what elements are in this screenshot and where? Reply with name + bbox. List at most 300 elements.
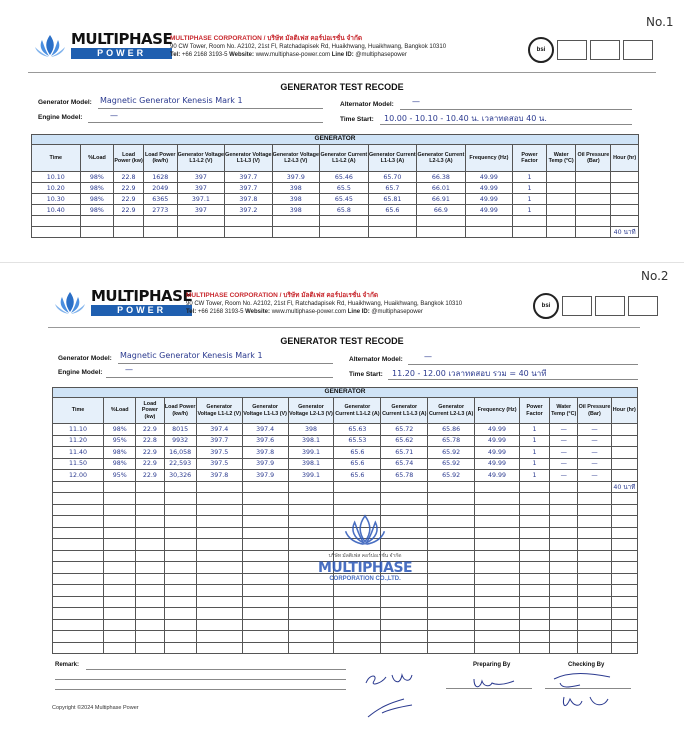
field-underline [118, 363, 333, 364]
table-cell [242, 516, 288, 528]
table-cell [611, 596, 637, 608]
table-cell [320, 216, 369, 227]
bsi-logo-icon: bsi [533, 293, 559, 319]
table-cell [381, 481, 428, 493]
column-header: Load Power (kw) [114, 145, 144, 172]
column-header: Load Power (kw/h) [164, 398, 196, 424]
table-cell: 397.8 [196, 470, 242, 482]
table-cell [334, 481, 381, 493]
table-cell [114, 227, 144, 238]
generator-model-label: Generator Model: [58, 355, 112, 362]
table-cell [242, 504, 288, 516]
table-cell [288, 642, 334, 654]
table-cell [53, 504, 104, 516]
table-cell: 65.45 [320, 194, 369, 205]
table-cell [428, 527, 475, 539]
table-cell: 11.50 [53, 458, 104, 470]
table-cell: 1 [519, 470, 549, 482]
table-cell [578, 504, 611, 516]
column-header: Generator Voltage L1-L2 (V) [196, 398, 242, 424]
table-cell [196, 573, 242, 585]
table-cell [578, 550, 611, 562]
table-cell: 397.5 [196, 458, 242, 470]
remark-line [55, 689, 346, 690]
table-cell [104, 481, 136, 493]
table-cell [381, 619, 428, 631]
company-logo [33, 32, 172, 59]
table-cell [80, 216, 114, 227]
table-cell [519, 562, 549, 574]
table-cell [196, 619, 242, 631]
table-cell [334, 642, 381, 654]
iso-cert-badge-icon [590, 40, 620, 60]
table-cell [104, 516, 136, 528]
table-cell: 22.9 [136, 447, 164, 459]
company-contact: Tel: +66 2168 3193-5 Website: www.multiphase-power.com Line ID: @multiphasepower [170, 52, 407, 58]
table-cell: 397.9 [242, 470, 288, 482]
table-cell: 397.2 [225, 205, 272, 216]
table-cell [334, 493, 381, 505]
table-cell [381, 608, 428, 620]
table-cell: — [550, 424, 578, 436]
table-cell: 66.38 [417, 172, 466, 183]
table-cell [519, 550, 549, 562]
table-body [32, 172, 639, 238]
table-cell [114, 216, 144, 227]
table-cell [242, 608, 288, 620]
table-cell [53, 573, 104, 585]
column-header: Generator Current L2-L3 (A) [417, 145, 466, 172]
table-cell [519, 631, 549, 643]
engine-model-value: — [125, 365, 133, 374]
table-cell [475, 539, 520, 551]
table-cell [164, 527, 196, 539]
table-cell [136, 596, 164, 608]
table-cell [550, 481, 578, 493]
table-cell [104, 619, 136, 631]
table-cell [196, 516, 242, 528]
table-cell [519, 516, 549, 528]
table-cell: 22.9 [136, 458, 164, 470]
table-cell: 10.30 [32, 194, 81, 205]
lotus-flame-icon [343, 513, 387, 547]
table-cell [53, 493, 104, 505]
time-start-label: Time Start: [340, 116, 374, 123]
iso-cert-badge-icon [623, 40, 653, 60]
table-cell [320, 227, 369, 238]
table-cell: 98% [104, 424, 136, 436]
table-cell: 66.91 [417, 194, 466, 205]
table-cell [242, 493, 288, 505]
table-cell [53, 527, 104, 539]
field-underline [88, 122, 323, 123]
table-cell [288, 619, 334, 631]
column-header: Time [53, 398, 104, 424]
table-cell: 397.9 [272, 172, 319, 183]
table-cell: 98% [80, 183, 114, 194]
table-cell [196, 608, 242, 620]
table-row [32, 172, 639, 183]
stamp-thai: บริษัท มัลติเฟส คอร์ปอเรชั่น จำกัด [328, 553, 402, 559]
table-cell: 397.5 [196, 447, 242, 459]
table-cell [136, 562, 164, 574]
table-cell: 16,058 [164, 447, 196, 459]
lotus-flame-icon [53, 290, 87, 316]
table-row [53, 424, 638, 436]
page-number: No.2 [641, 269, 669, 283]
table-row [53, 458, 638, 470]
table-row-empty [53, 642, 638, 654]
table-cell: 65.86 [428, 424, 475, 436]
table-cell [381, 493, 428, 505]
table-cell: 22.9 [114, 194, 144, 205]
company-name: MULTIPHASE CORPORATION / บริษัท มัลติเฟส คอร์ปอเรชั่น จำกัด [170, 35, 363, 42]
table-cell [611, 447, 637, 459]
handwritten-signature [550, 667, 620, 717]
iso-cert-badge-icon [628, 296, 658, 316]
table-row [32, 205, 639, 216]
field-underline [408, 364, 638, 365]
table-cell: 49.99 [475, 435, 520, 447]
table-cell [465, 216, 512, 227]
table-cell [242, 562, 288, 574]
table-cell [611, 539, 637, 551]
table-cell: 398.1 [288, 458, 334, 470]
table-cell [576, 227, 611, 238]
table-cell [428, 550, 475, 562]
table-cell: 10.10 [32, 172, 81, 183]
table-cell: — [578, 424, 611, 436]
table-cell: 65.6 [334, 458, 381, 470]
table-cell [334, 596, 381, 608]
table-cell: 399.1 [288, 470, 334, 482]
table-cell [546, 183, 576, 194]
table-cell [550, 550, 578, 562]
table-cell [368, 227, 417, 238]
table-cell [196, 527, 242, 539]
field-underline [106, 377, 333, 378]
checking-by-label: Checking By [568, 662, 605, 668]
company-name: MULTIPHASE CORPORATION / บริษัท มัลติเฟส คอร์ปอเรชั่น จำกัด [186, 292, 379, 299]
table-cell: 398 [272, 183, 319, 194]
table-cell [164, 516, 196, 528]
table-cell [104, 585, 136, 597]
table-cell [196, 642, 242, 654]
table-cell [428, 608, 475, 620]
brand-name: MULTIPHASE [91, 287, 193, 305]
table-cell [428, 642, 475, 654]
lotus-flame-icon [33, 33, 67, 59]
table-cell [550, 573, 578, 585]
table-cell [104, 642, 136, 654]
table-cell: 22.9 [136, 424, 164, 436]
table-cell [164, 493, 196, 505]
column-header: Generator Current L1-L2 (A) [320, 145, 369, 172]
table-cell: 12.00 [53, 470, 104, 482]
table-cell [546, 216, 576, 227]
table-cell: 10.40 [32, 205, 81, 216]
table-cell [288, 608, 334, 620]
alternator-model-label: Alternator Model: [340, 101, 394, 108]
table-row [53, 435, 638, 447]
table-cell: 49.99 [465, 183, 512, 194]
table-cell: 1628 [143, 172, 177, 183]
company-info [170, 35, 446, 59]
table-cell: 22.8 [136, 435, 164, 447]
table-cell [519, 493, 549, 505]
table-cell [578, 493, 611, 505]
table-cell: 397 [177, 172, 224, 183]
table-cell [196, 631, 242, 643]
page-number: No.1 [646, 15, 674, 29]
table-cell: 1 [519, 424, 549, 436]
column-header: Oil Pressure (Bar) [576, 145, 611, 172]
table-cell [164, 504, 196, 516]
table-cell [519, 504, 549, 516]
table-cell: 10.20 [32, 183, 81, 194]
table-cell [164, 573, 196, 585]
table-cell: 397.6 [242, 435, 288, 447]
table-cell [136, 539, 164, 551]
table-cell [550, 631, 578, 643]
table-cell: 65.62 [381, 435, 428, 447]
company-contact: Tel: +66 2168 3193-5 Website: www.multiphase-power.com Line ID: @multiphasepower [186, 309, 423, 315]
table-cell [578, 481, 611, 493]
table-cell: 397.8 [242, 447, 288, 459]
table-cell [550, 619, 578, 631]
remark-line [55, 679, 346, 680]
table-cell [428, 585, 475, 597]
table-cell: 65.92 [428, 447, 475, 459]
table-cell: 398.1 [288, 435, 334, 447]
column-header: Time [32, 145, 81, 172]
test-sheet-1 [0, 0, 684, 262]
column-header: Generator Current L2-L3 (A) [428, 398, 475, 424]
engine-model-label: Engine Model: [58, 369, 103, 376]
table-cell [576, 216, 611, 227]
table-row-empty [53, 596, 638, 608]
table-cell: 399.1 [288, 447, 334, 459]
column-header: Water Temp (°C) [546, 145, 576, 172]
table-cell: 1 [513, 172, 547, 183]
table-cell: 49.99 [475, 470, 520, 482]
table-row-empty [53, 608, 638, 620]
alternator-model-value: — [424, 352, 432, 361]
preparing-by-label: Preparing By [473, 662, 511, 668]
table-cell [53, 550, 104, 562]
table-cell: 30,326 [164, 470, 196, 482]
table-cell: 65.92 [428, 470, 475, 482]
iso-certifications [533, 293, 658, 319]
table-cell [242, 642, 288, 654]
column-header: Water Temp (°C) [550, 398, 578, 424]
table-cell [272, 227, 319, 238]
table-cell [550, 504, 578, 516]
table-cell: 6365 [143, 194, 177, 205]
table-cell: 98% [104, 458, 136, 470]
column-header: Generator Voltage L1-L3 (V) [242, 398, 288, 424]
table-row [32, 227, 639, 238]
table-cell [578, 631, 611, 643]
table-cell [164, 642, 196, 654]
table-cell [428, 481, 475, 493]
time-start-value: 10.00 - 10.10 - 10.40 น. เวลาทดสอบ 40 น. [384, 114, 547, 123]
table-cell: 397.8 [225, 194, 272, 205]
table-cell: 65.92 [428, 458, 475, 470]
table-cell [513, 216, 547, 227]
table-cell: 65.81 [368, 194, 417, 205]
table-cell [611, 619, 637, 631]
table-cell [550, 527, 578, 539]
table-cell [475, 481, 520, 493]
table-cell: 49.99 [475, 447, 520, 459]
table-cell: 98% [104, 447, 136, 459]
table-cell [242, 527, 288, 539]
table-cell [104, 493, 136, 505]
table-cell [32, 227, 81, 238]
table-cell [546, 205, 576, 216]
table-cell [164, 608, 196, 620]
table-cell: — [578, 458, 611, 470]
table-cell: 11.40 [53, 447, 104, 459]
table-cell [611, 172, 639, 183]
table-cell [104, 562, 136, 574]
column-header: Power Factor [519, 398, 549, 424]
table-cell: 1 [519, 447, 549, 459]
table-cell [80, 227, 114, 238]
table-cell [417, 216, 466, 227]
table-cell [550, 516, 578, 528]
column-header: Hour (hr) [611, 398, 637, 424]
table-cell: 397.7 [196, 435, 242, 447]
table-cell [136, 504, 164, 516]
table-cell [578, 596, 611, 608]
table-cell: 397.7 [225, 183, 272, 194]
table-row [32, 183, 639, 194]
table-cell [225, 216, 272, 227]
table-cell: 65.8 [320, 205, 369, 216]
table-cell [104, 631, 136, 643]
iso-cert-badge-icon [595, 296, 625, 316]
table-cell [519, 585, 549, 597]
column-header: Generator Current L1-L2 (A) [334, 398, 381, 424]
table-cell [104, 550, 136, 562]
table-cell [53, 631, 104, 643]
table-cell [428, 493, 475, 505]
table-cell: — [578, 470, 611, 482]
column-header: Generator Current L1-L3 (A) [381, 398, 428, 424]
table-cell [196, 493, 242, 505]
copyright-text: Copyright ©2024 Multiphase Power [52, 705, 139, 711]
table-cell [428, 562, 475, 574]
table-cell: 66.9 [417, 205, 466, 216]
table-cell [334, 619, 381, 631]
table-cell [136, 608, 164, 620]
field-underline [388, 379, 638, 380]
column-header: Generator Voltage L2-L3 (V) [288, 398, 334, 424]
table-cell [428, 539, 475, 551]
table-cell: 398 [272, 205, 319, 216]
table-cell [611, 562, 637, 574]
table-cell [519, 596, 549, 608]
table-cell [611, 194, 639, 205]
table-cell: 65.71 [381, 447, 428, 459]
table-cell: 22,593 [164, 458, 196, 470]
table-cell [196, 504, 242, 516]
table-cell [177, 227, 224, 238]
table-cell [550, 642, 578, 654]
table-row [32, 194, 639, 205]
table-cell [53, 619, 104, 631]
company-address: 90 CW Tower, Room No. A2102, 21st Fl, Ratchadapisek Rd, Huaikhwang, Huaikhwang, Bangkok 10310 [186, 301, 463, 307]
table-cell: 95% [104, 470, 136, 482]
table-cell: 65.72 [381, 424, 428, 436]
table-cell: 40 นาที [611, 481, 637, 493]
table-cell: 65.6 [368, 205, 417, 216]
table-cell [611, 573, 637, 585]
table-cell [519, 527, 549, 539]
table-cell [136, 573, 164, 585]
table-cell [519, 608, 549, 620]
table-cell: — [550, 458, 578, 470]
table-cell: 98% [80, 194, 114, 205]
column-header: Generator Voltage L2-L3 (V) [272, 145, 319, 172]
stamp-sub: CORPORATION CO.,LTD. [329, 576, 401, 582]
table-cell: 65.78 [428, 435, 475, 447]
table-cell [164, 631, 196, 643]
table-cell [611, 642, 637, 654]
table-cell [578, 573, 611, 585]
table-cell [368, 216, 417, 227]
column-header: Power Factor [513, 145, 547, 172]
company-stamp [318, 513, 412, 582]
test-sheet-2 [0, 262, 684, 743]
table-cell: 65.70 [368, 172, 417, 183]
time-start-value: 11.20 - 12.00 เวลาทดสอบ รวม = 40 นาที [392, 369, 547, 378]
table-cell: 49.99 [475, 424, 520, 436]
table-cell [611, 493, 637, 505]
table-cell: 65.74 [381, 458, 428, 470]
table-cell [196, 585, 242, 597]
table-cell [136, 481, 164, 493]
table-cell [578, 608, 611, 620]
table-cell [164, 539, 196, 551]
table-cell [136, 619, 164, 631]
table-cell: 22.8 [114, 172, 144, 183]
table-cell [550, 608, 578, 620]
alternator-model-label: Alternator Model: [349, 356, 403, 363]
table-cell [519, 573, 549, 585]
table-cell: 1 [513, 183, 547, 194]
field-underline [98, 108, 323, 109]
table-cell [136, 527, 164, 539]
table-cell [381, 642, 428, 654]
table-cell [242, 550, 288, 562]
table-cell [519, 539, 549, 551]
table-cell: 22.9 [136, 470, 164, 482]
table-row [53, 481, 638, 493]
column-header: Generator Voltage L1-L3 (V) [225, 145, 272, 172]
table-cell [546, 227, 576, 238]
company-address: 90 CW Tower, Room No. A2102, 21st Fl, Ratchadapisek Rd, Huaikhwang, Huaikhwang, Bangkok 10310 [170, 44, 447, 50]
table-cell [428, 631, 475, 643]
table-cell [611, 183, 639, 194]
table-cell [475, 504, 520, 516]
column-header: Frequency (Hz) [465, 145, 512, 172]
generator-model-label: Generator Model: [38, 99, 92, 106]
table-row-empty [53, 619, 638, 631]
table-cell [242, 585, 288, 597]
